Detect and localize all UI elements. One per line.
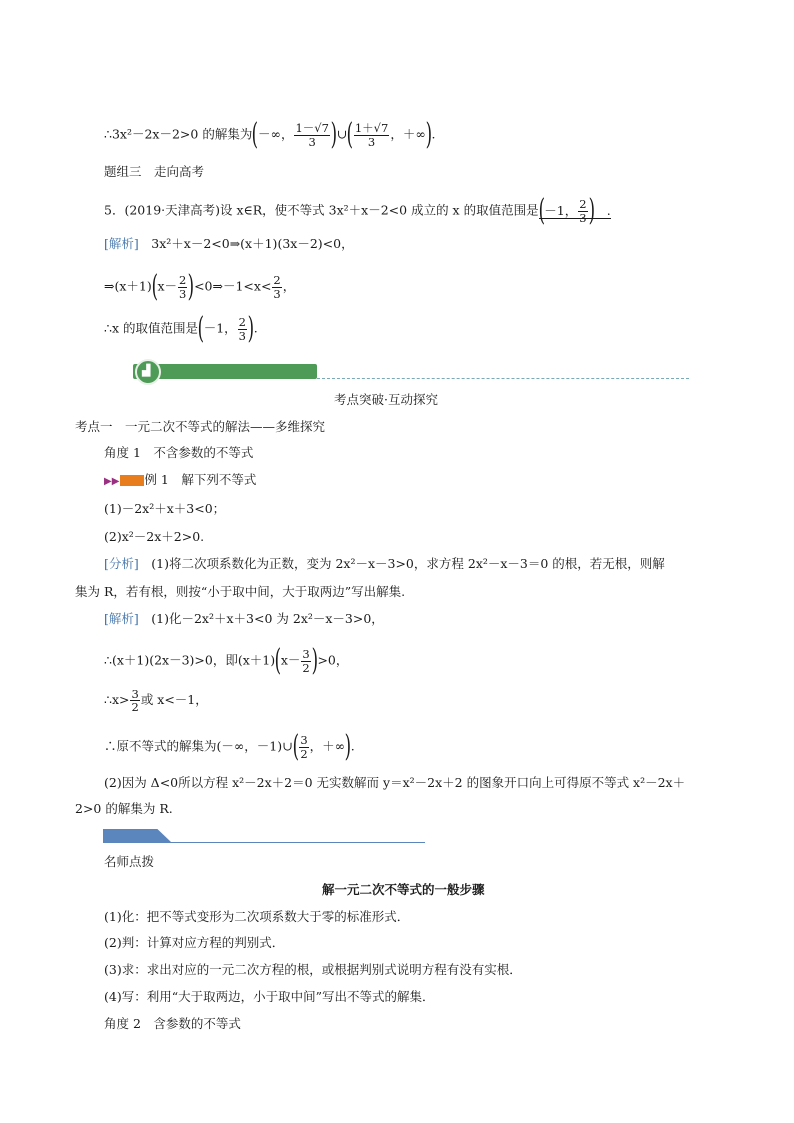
fraction: $\frac{1+√7}{3}$: [354, 121, 389, 149]
tip-label: 名师点拨: [104, 854, 155, 869]
ex1-solution-line-1: [解析] (1)化－2x²＋x＋3<0 为 2x²－x－3>0，: [104, 611, 384, 626]
analysis-line-1: [分析] (1)将二次项系数化为正数，变为 2x²－x－3>0，求方程 2x²－x－3＝0 的根，若无根，则解: [104, 556, 665, 571]
answer-blank: (－1， $\frac{2}{3}$ ) .: [538, 193, 611, 228]
example-1-part-2: (2)x²－2x＋2>0.: [104, 529, 205, 544]
section-heading: 考点突破·互动探究: [334, 392, 438, 407]
solution-label: [解析]: [104, 611, 139, 626]
fraction: $\frac{1-√7}{3}$: [295, 121, 329, 149]
analysis-line-2: 集为 R，若有根，则按“小于取中间，大于取两边”写出解集.: [75, 584, 406, 599]
q5-solution-line-1: [解析] 3x²＋x－2<0⇒(x＋1)(3x－2)<0，: [104, 236, 354, 251]
ex1-solution-line-4: ∴原不等式的解集为(－∞，－1)∪( $\frac{3}{2}$ ，＋∞).: [104, 729, 355, 764]
solution-label: [解析]: [104, 236, 139, 251]
ex1-solution-line-3: ∴x> $\frac{3}{2}$ 或 x<－1，: [104, 687, 208, 715]
tip-step-3: (3)求：求出对应的一元二次方程的根，或根据判别式说明方程有没有实根．: [104, 962, 522, 977]
banner-dashed-rule: [317, 378, 689, 379]
chart-icon: ▟: [135, 359, 161, 385]
topic-one-heading: 考点一 一元二次不等式的解法——多维探究: [75, 419, 326, 434]
analysis-label: [分析]: [104, 556, 139, 571]
example-1-part-1: (1)－2x²＋x＋3<0；: [104, 501, 226, 516]
ex1-solution-line-6: 2>0 的解集为 R.: [75, 801, 173, 816]
section-banner: [133, 362, 689, 382]
ex1-solution-line-2: ∴(x＋1)(2x－3)>0，即(x＋1)(x－ $\frac{3}{2}$ )>0，: [104, 643, 349, 678]
tip-title: 解一元二次不等式的一般步骤: [322, 882, 485, 897]
angle-one-heading: 角度 1 不含参数的不等式: [104, 445, 254, 460]
tip-step-2: (2)判：计算对应方程的判别式．: [104, 935, 285, 950]
q5-solution-line-2: ⇒(x＋1)(x－ $\frac{2}{3}$ )<0⇒－1<x< $\frac{2}{3}$ ，: [104, 269, 296, 304]
solution-set-line: ∴3x²－2x－2>0 的解集为(－∞， $\frac{1-√7}{3}$ )∪( $\frac{1+√7}{3}$ ，＋∞).: [104, 117, 436, 152]
tip-header-bar: [103, 829, 425, 844]
tip-step-1: (1)化：把不等式变形为二次项系数大于零的标准形式．: [104, 909, 410, 924]
question-5: 5．(2019·天津高考)设 x∈R，使不等式 3x²＋x－2<0 成立的 x 的取值范围是(－1， $\frac{2}{3}$ ) .: [104, 193, 611, 228]
tip-step-4: (4)写：利用“大于取两边，小于取中间”写出不等式的解集．: [104, 989, 435, 1004]
angle-two-heading: 角度 2 含参数的不等式: [104, 1016, 241, 1031]
example-tag-icon: ▶▶: [104, 474, 144, 487]
group-three-title: 题组三 走向高考: [104, 164, 205, 179]
q5-solution-line-3: ∴x 的取值范围是(－1， $\frac{2}{3}$ ).: [104, 311, 258, 346]
ex1-solution-line-5: (2)因为 Δ<0所以方程 x²－2x＋2＝0 无实数解而 y＝x²－2x＋2 的图象开口向上可得原不等式 x²－2x＋: [104, 775, 686, 790]
example-1-title: ▶▶ 例 1 解下列不等式: [104, 472, 257, 487]
